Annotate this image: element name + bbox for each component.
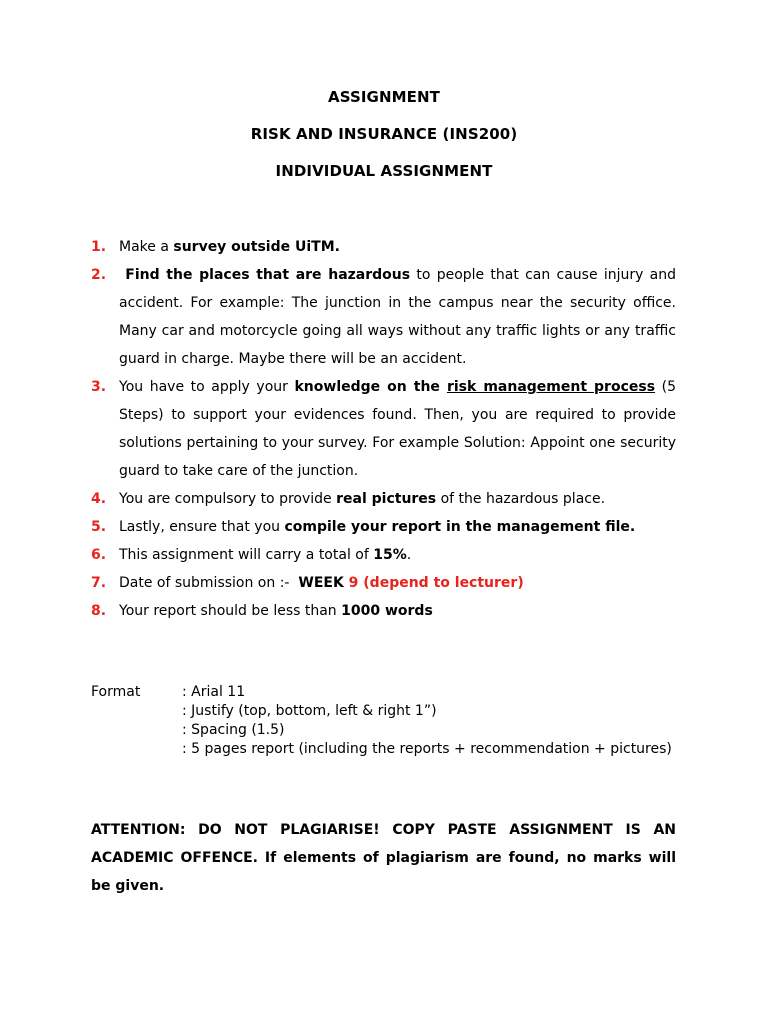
item-text: You are compulsory to provide [119, 491, 337, 507]
item-text: Your report should be less than [119, 603, 342, 619]
item-number: 8. [91, 603, 107, 619]
item-text-continued: of the hazardous place. [436, 491, 606, 507]
item-number: 2. [91, 267, 107, 283]
format-value: : Spacing (1.5) [182, 722, 285, 738]
document-headings [0, 86, 768, 197]
item-bold-text: compile your report in the management file. [284, 519, 636, 535]
item-text: This assignment will carry a total of [119, 547, 374, 563]
item-text-continued: . [406, 547, 412, 563]
item-bold-text: WEEK [298, 575, 349, 591]
heading-assignment: ASSIGNMENT [328, 88, 440, 106]
attention-notice: ATTENTION: DO NOT PLAGIARISE! COPY PASTE ASSIGNMENT IS AN ACADEMIC OFFENCE. If elements of plagiarism are found, no marks will be given. [91, 822, 676, 894]
format-value: : 5 pages report (including the reports + recommendation + pictures) [182, 741, 672, 757]
format-label: Format [91, 684, 141, 700]
item-bold-underlined-text: risk management process [446, 379, 656, 395]
item-text: Lastly, ensure that you [119, 519, 285, 535]
item-number: 3. [91, 379, 107, 395]
heading-course: RISK AND INSURANCE (INS200) [250, 125, 518, 143]
list-item [91, 513, 676, 541]
item-number: 4. [91, 491, 107, 507]
list-item [91, 261, 676, 373]
item-bold-text: real pictures [336, 491, 437, 507]
list-item [91, 541, 676, 569]
item-text: Make a [119, 239, 174, 255]
heading-individual: INDIVIDUAL ASSIGNMENT [275, 162, 493, 180]
list-item [91, 569, 676, 597]
item-number: 7. [91, 575, 107, 591]
item-bold-text: 15% [373, 547, 407, 563]
item-bold-text: Find the places that are hazardous [125, 267, 411, 283]
item-bold-red-text: 9 (depend to lecturer) [348, 575, 524, 591]
format-value: : Justify (top, bottom, left & right 1”) [182, 703, 437, 719]
list-item [91, 233, 676, 261]
item-number: 5. [91, 519, 107, 535]
item-text: You have to apply your [119, 379, 295, 395]
list-item [91, 373, 676, 485]
item-bold-text: survey outside UiTM. [173, 239, 340, 255]
item-text-continued: (5 Steps) to support your evidences found. Then, you are required to provide solutions pertaining to your survey. For example Solution: Appoint one security guard to take care of the junction. [119, 379, 677, 479]
item-number: 1. [91, 239, 107, 255]
item-bold-text: knowledge on the [294, 379, 447, 395]
item-bold-text: 1000 words [341, 603, 433, 619]
item-number: 6. [91, 547, 107, 563]
item-text: to people that can cause injury and accident. For example: The junction in the campus near the security office. Many car and motorcycle going all ways without any traffic lights or any traffic guard in charge. Maybe there will be an accident. [119, 267, 676, 367]
item-text: Date of submission on :- [119, 575, 299, 591]
instruction-list [91, 233, 676, 625]
format-value: : Arial 11 [182, 684, 246, 700]
list-item [91, 597, 676, 625]
list-item [91, 485, 676, 513]
